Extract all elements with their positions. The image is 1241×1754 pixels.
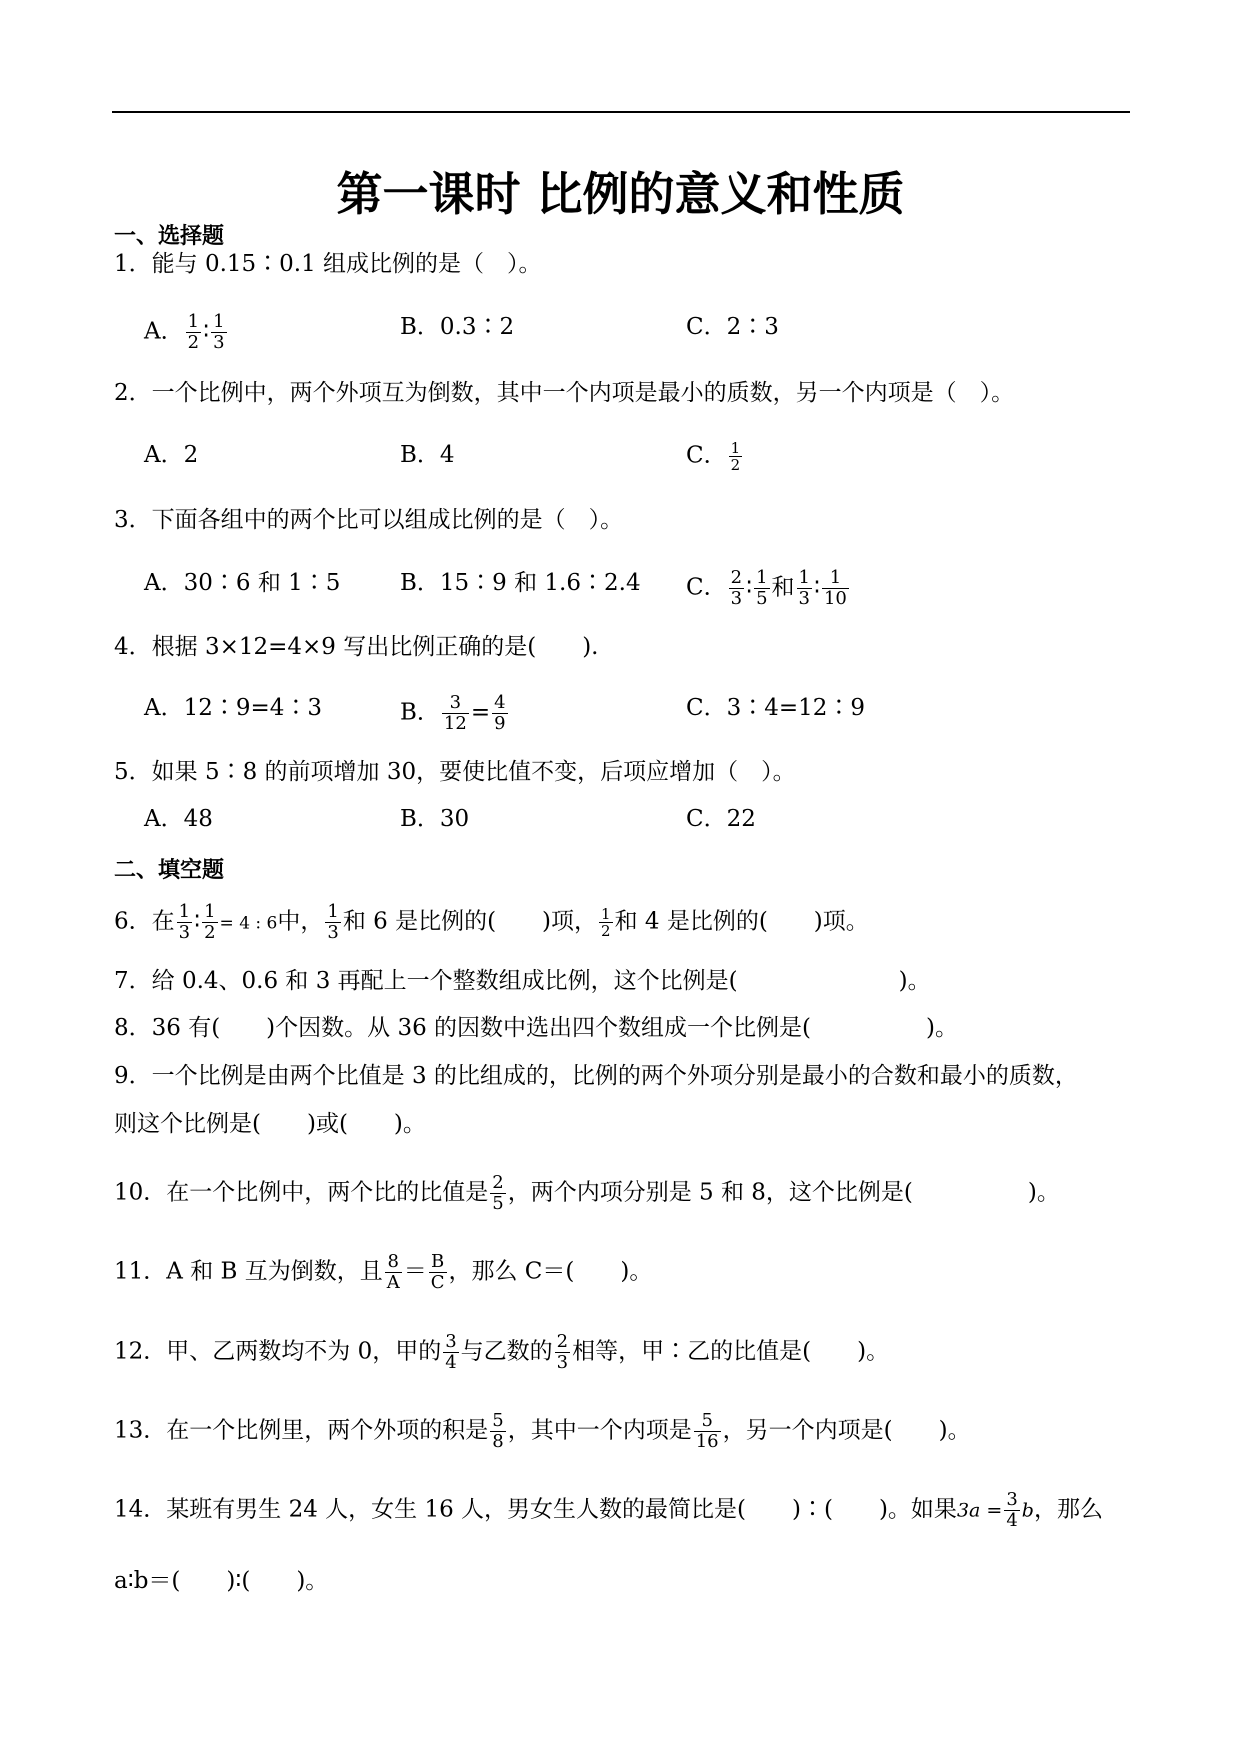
q10-text: ，两个内项分别是 5 和 8，这个比例是( )。 xyxy=(507,1179,1060,1206)
q2-option-a[interactable]: A．2 xyxy=(144,442,199,468)
question-1: 1．能与 0.15∶0.1 组成比例的是（ ）。 xyxy=(114,251,542,277)
equals-sign: = xyxy=(470,699,491,726)
fraction: $\frac{2}{3}$ xyxy=(730,567,743,609)
q5-option-a[interactable]: A．48 xyxy=(144,806,213,832)
fraction: $\frac{1}{2}$ xyxy=(187,311,200,353)
and-word: 和 xyxy=(771,574,795,601)
q2-option-c-label: C． xyxy=(686,442,727,469)
q14-text: 14．某班有男生 24 人，女生 16 人，男女生人数的最简比是( )∶( )。如果 xyxy=(114,1496,957,1523)
q5-option-c[interactable]: C．22 xyxy=(686,806,756,832)
q3-option-b[interactable]: B．15∶9 和 1.6∶2.4 xyxy=(400,570,641,596)
fraction: $\frac{1}{3}$ xyxy=(798,567,810,609)
q1-option-a[interactable] xyxy=(144,312,229,353)
q13-text: 13．在一个比例里，两个外项的积是 xyxy=(114,1417,489,1444)
ratio-sep: ∶ xyxy=(813,574,820,601)
fraction: $\frac{2}{5}$ xyxy=(492,1172,504,1214)
q12-text: 12．甲、乙两数均不为 0，甲的 xyxy=(114,1338,442,1365)
ratio-sep: ∶ xyxy=(746,574,753,601)
fraction: $\frac{1}{3}$ xyxy=(213,311,225,353)
q6-text: 中， xyxy=(277,908,324,935)
question-5: 5．如果 5∶8 的前项增加 30，要使比值不变，后项应增加（ ）。 xyxy=(114,759,796,785)
question-14 xyxy=(114,1490,1103,1531)
equals-sign: ＝ xyxy=(403,1258,427,1285)
top-rule xyxy=(112,111,1130,113)
fraction: $\frac{1}{3}$ xyxy=(327,901,339,943)
q6-text: 6．在 xyxy=(114,908,175,935)
q12-text: 相等，甲∶乙的比值是( )。 xyxy=(572,1338,890,1365)
q4-option-b[interactable] xyxy=(400,693,510,734)
q3-option-c[interactable] xyxy=(686,568,851,609)
fraction: $\frac{3}{4}$ xyxy=(1006,1489,1018,1531)
fraction: $\frac{1}{2}$ xyxy=(730,439,741,474)
fraction: $\frac{1}{10}$ xyxy=(823,567,847,609)
question-8: 8．36 有( )个因数。从 36 的因数中选出四个数组成一个比例是( )。 xyxy=(114,1015,958,1041)
q14-equation: 3a = xyxy=(956,1499,1003,1522)
fraction: $\frac{4}{9}$ xyxy=(494,692,506,734)
q1-option-c[interactable]: C．2∶3 xyxy=(686,314,779,340)
q1-option-b[interactable]: B．0.3∶2 xyxy=(400,314,515,340)
q11-text: ，那么 C＝( )。 xyxy=(448,1258,653,1285)
question-10 xyxy=(114,1173,1060,1214)
q4-option-b-label: B． xyxy=(400,699,440,726)
q6-text: 和 4 是比例的( )项。 xyxy=(614,908,869,935)
ratio-sep: ∶ xyxy=(194,908,201,935)
fraction: $\frac{1}{5}$ xyxy=(756,567,768,609)
question-9: 9．一个比例是由两个比值是 3 的比组成的，比例的两个外项分别是最小的合数和最小的质数， xyxy=(114,1063,1078,1089)
q6-ratio: = 4 : 6 xyxy=(219,913,278,934)
question-12 xyxy=(114,1332,889,1373)
question-11 xyxy=(114,1252,652,1293)
q2-option-b[interactable]: B．4 xyxy=(400,442,455,468)
page-title: 第一课时 比例的意义和性质 xyxy=(336,167,905,221)
fraction: $\frac{3}{4}$ xyxy=(445,1331,457,1373)
question-4: 4．根据 3×12=4×9 写出比例正确的是( ). xyxy=(114,634,599,660)
question-3: 3．下面各组中的两个比可以组成比例的是（ ）。 xyxy=(114,507,624,533)
fraction: $\frac{1}{3}$ xyxy=(178,901,191,943)
q11-text: 11．A 和 B 互为倒数，且 xyxy=(114,1258,383,1285)
question-14-cont: a∶b＝( )∶( )。 xyxy=(114,1568,329,1594)
fraction: $\frac{B}{C}$ xyxy=(430,1251,445,1293)
q10-text: 10．在一个比例中，两个比的比值是 xyxy=(114,1179,489,1206)
question-13 xyxy=(114,1411,971,1452)
section-heading-fill: 二、填空题 xyxy=(114,858,225,883)
q14-equation: b xyxy=(1021,1499,1034,1522)
question-7: 7．给 0.4、0.6 和 3 再配上一个整数组成比例，这个比例是( )。 xyxy=(114,968,931,994)
q2-option-c[interactable] xyxy=(686,440,744,473)
question-9-cont: 则这个比例是( )或( )。 xyxy=(114,1111,426,1137)
q5-option-b[interactable]: B．30 xyxy=(400,806,470,832)
q13-text: ，其中一个内项是 xyxy=(507,1417,692,1444)
q6-text: 和 6 是比例的( )项， xyxy=(342,908,598,935)
q1-option-a-label: A． xyxy=(144,318,184,345)
q14-text: ，那么 xyxy=(1033,1496,1103,1523)
question-2: 2．一个比例中，两个外项互为倒数，其中一个内项是最小的质数，另一个内项是（ ）。 xyxy=(114,380,1015,406)
q4-option-c[interactable]: C．3∶4=12∶9 xyxy=(686,695,866,721)
fraction: $\frac{1}{2}$ xyxy=(204,901,216,943)
fraction: $\frac{5}{8}$ xyxy=(492,1410,504,1452)
fraction: $\frac{3}{12}$ xyxy=(443,692,467,734)
fraction: $\frac{1}{2}$ xyxy=(601,905,611,940)
q4-option-a[interactable]: A．12∶9=4∶3 xyxy=(144,695,323,721)
fraction: $\frac{2}{3}$ xyxy=(556,1331,569,1373)
ratio-sep: ∶ xyxy=(203,318,210,345)
q3-option-c-label: C． xyxy=(686,574,727,601)
fraction: $\frac{8}{A}$ xyxy=(386,1251,400,1293)
fraction: $\frac{5}{16}$ xyxy=(695,1410,719,1452)
q3-option-a[interactable]: A．30∶6 和 1∶5 xyxy=(144,570,341,596)
q12-text: 与乙数的 xyxy=(460,1338,553,1365)
section-heading-choice: 一、选择题 xyxy=(114,224,225,249)
question-6 xyxy=(114,902,869,943)
q13-text: ，另一个内项是( )。 xyxy=(722,1417,971,1444)
